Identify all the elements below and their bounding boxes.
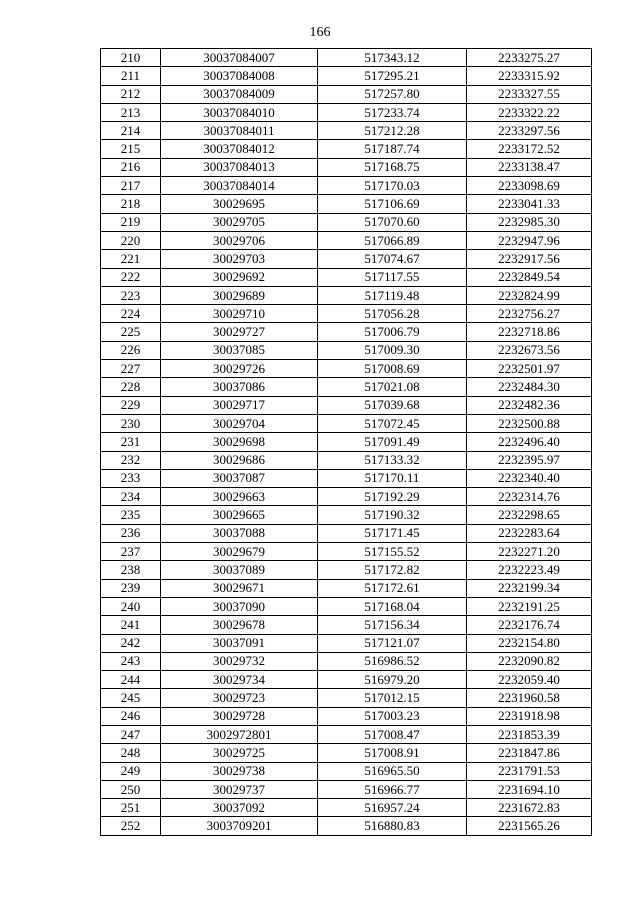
row-index-cell: 244: [101, 671, 161, 689]
row-index-cell: 227: [101, 360, 161, 378]
row-index-cell: 221: [101, 250, 161, 268]
y-coordinate-cell: 2232500.88: [467, 414, 592, 432]
y-coordinate-cell: 2233315.92: [467, 67, 592, 85]
point-id-cell: 3002972801: [161, 725, 318, 743]
row-index-cell: 230: [101, 414, 161, 432]
row-index-cell: 236: [101, 524, 161, 542]
point-id-cell: 30029728: [161, 707, 318, 725]
table-row: [101, 597, 592, 615]
row-index-cell: 232: [101, 451, 161, 469]
y-coordinate-cell: 2231565.26: [467, 817, 592, 835]
row-index-cell: 250: [101, 780, 161, 798]
point-id-cell: 30029723: [161, 689, 318, 707]
point-id-cell: 30037088: [161, 524, 318, 542]
point-id-cell: 30037091: [161, 634, 318, 652]
x-coordinate-cell: 517257.80: [318, 85, 467, 103]
row-index-cell: 225: [101, 323, 161, 341]
row-index-cell: 248: [101, 744, 161, 762]
row-index-cell: 247: [101, 725, 161, 743]
row-index-cell: 224: [101, 305, 161, 323]
x-coordinate-cell: 517233.74: [318, 103, 467, 121]
x-coordinate-cell: 517070.60: [318, 213, 467, 231]
y-coordinate-cell: 2232718.86: [467, 323, 592, 341]
table-row: [101, 396, 592, 414]
row-index-cell: 238: [101, 561, 161, 579]
x-coordinate-cell: 517117.55: [318, 268, 467, 286]
table-row: [101, 67, 592, 85]
x-coordinate-cell: 516966.77: [318, 780, 467, 798]
x-coordinate-cell: 517008.47: [318, 725, 467, 743]
x-coordinate-cell: 517168.75: [318, 158, 467, 176]
x-coordinate-cell: 517343.12: [318, 49, 467, 67]
y-coordinate-cell: 2232191.25: [467, 597, 592, 615]
x-coordinate-cell: 517008.69: [318, 360, 467, 378]
table-row: [101, 341, 592, 359]
row-index-cell: 243: [101, 652, 161, 670]
y-coordinate-cell: 2233275.27: [467, 49, 592, 67]
row-index-cell: 245: [101, 689, 161, 707]
table-row: [101, 451, 592, 469]
point-id-cell: 30029686: [161, 451, 318, 469]
x-coordinate-cell: 517091.49: [318, 433, 467, 451]
y-coordinate-cell: 2232824.99: [467, 286, 592, 304]
table-row: [101, 195, 592, 213]
y-coordinate-cell: 2231847.86: [467, 744, 592, 762]
point-id-cell: 30037084013: [161, 158, 318, 176]
y-coordinate-cell: 2232223.49: [467, 561, 592, 579]
point-id-cell: 30029678: [161, 616, 318, 634]
row-index-cell: 223: [101, 286, 161, 304]
x-coordinate-cell: 517066.89: [318, 231, 467, 249]
row-index-cell: 215: [101, 140, 161, 158]
y-coordinate-cell: 2233327.55: [467, 85, 592, 103]
row-index-cell: 233: [101, 469, 161, 487]
y-coordinate-cell: 2233172.52: [467, 140, 592, 158]
row-index-cell: 242: [101, 634, 161, 652]
table-row: [101, 268, 592, 286]
x-coordinate-cell: 517172.61: [318, 579, 467, 597]
row-index-cell: 239: [101, 579, 161, 597]
point-id-cell: 30029663: [161, 488, 318, 506]
row-index-cell: 218: [101, 195, 161, 213]
y-coordinate-cell: 2232199.34: [467, 579, 592, 597]
table-row: [101, 634, 592, 652]
point-id-cell: 30029705: [161, 213, 318, 231]
table-row: [101, 414, 592, 432]
x-coordinate-cell: 517119.48: [318, 286, 467, 304]
point-id-cell: 30037087: [161, 469, 318, 487]
point-id-cell: 30029727: [161, 323, 318, 341]
table-row: [101, 231, 592, 249]
x-coordinate-cell: 517106.69: [318, 195, 467, 213]
row-index-cell: 219: [101, 213, 161, 231]
row-index-cell: 222: [101, 268, 161, 286]
row-index-cell: 216: [101, 158, 161, 176]
y-coordinate-cell: 2232298.65: [467, 506, 592, 524]
x-coordinate-cell: 517056.28: [318, 305, 467, 323]
point-id-cell: 30037084011: [161, 122, 318, 140]
table-row: [101, 524, 592, 542]
table-row: [101, 469, 592, 487]
table-row: [101, 543, 592, 561]
table-row: [101, 433, 592, 451]
point-id-cell: 30037084012: [161, 140, 318, 158]
point-id-cell: 3003709201: [161, 817, 318, 835]
table-row: [101, 579, 592, 597]
table-row: [101, 140, 592, 158]
point-id-cell: 30029689: [161, 286, 318, 304]
y-coordinate-cell: 2231791.53: [467, 762, 592, 780]
point-id-cell: 30029717: [161, 396, 318, 414]
y-coordinate-cell: 2233041.33: [467, 195, 592, 213]
point-id-cell: 30037086: [161, 378, 318, 396]
x-coordinate-cell: 517170.11: [318, 469, 467, 487]
y-coordinate-cell: 2232482.36: [467, 396, 592, 414]
point-id-cell: 30029710: [161, 305, 318, 323]
row-index-cell: 226: [101, 341, 161, 359]
row-index-cell: 237: [101, 543, 161, 561]
row-index-cell: 252: [101, 817, 161, 835]
y-coordinate-cell: 2231853.39: [467, 725, 592, 743]
table-row: [101, 213, 592, 231]
x-coordinate-cell: 517008.91: [318, 744, 467, 762]
x-coordinate-cell: 516957.24: [318, 799, 467, 817]
x-coordinate-cell: 517155.52: [318, 543, 467, 561]
row-index-cell: 231: [101, 433, 161, 451]
coordinates-table-body: [101, 49, 592, 836]
y-coordinate-cell: 2232673.56: [467, 341, 592, 359]
y-coordinate-cell: 2232154.80: [467, 634, 592, 652]
y-coordinate-cell: 2232090.82: [467, 652, 592, 670]
x-coordinate-cell: 517170.03: [318, 177, 467, 195]
row-index-cell: 220: [101, 231, 161, 249]
row-index-cell: 229: [101, 396, 161, 414]
x-coordinate-cell: 517192.29: [318, 488, 467, 506]
table-row: [101, 725, 592, 743]
point-id-cell: 30037084014: [161, 177, 318, 195]
row-index-cell: 241: [101, 616, 161, 634]
y-coordinate-cell: 2232756.27: [467, 305, 592, 323]
x-coordinate-cell: 517006.79: [318, 323, 467, 341]
point-id-cell: 30029734: [161, 671, 318, 689]
point-id-cell: 30037089: [161, 561, 318, 579]
y-coordinate-cell: 2232340.40: [467, 469, 592, 487]
x-coordinate-cell: 517295.21: [318, 67, 467, 85]
x-coordinate-cell: 517187.74: [318, 140, 467, 158]
point-id-cell: 30029703: [161, 250, 318, 268]
table-row: [101, 286, 592, 304]
y-coordinate-cell: 2231672.83: [467, 799, 592, 817]
row-index-cell: 246: [101, 707, 161, 725]
y-coordinate-cell: 2232947.96: [467, 231, 592, 249]
table-row: [101, 652, 592, 670]
table-row: [101, 506, 592, 524]
row-index-cell: 211: [101, 67, 161, 85]
point-id-cell: 30037084009: [161, 85, 318, 103]
y-coordinate-cell: 2231918.98: [467, 707, 592, 725]
y-coordinate-cell: 2233322.22: [467, 103, 592, 121]
x-coordinate-cell: 517156.34: [318, 616, 467, 634]
table-row: [101, 158, 592, 176]
point-id-cell: 30029737: [161, 780, 318, 798]
coordinates-table: [100, 48, 592, 836]
point-id-cell: 30037085: [161, 341, 318, 359]
x-coordinate-cell: 517171.45: [318, 524, 467, 542]
table-row: [101, 707, 592, 725]
table-row: [101, 780, 592, 798]
y-coordinate-cell: 2232484.30: [467, 378, 592, 396]
y-coordinate-cell: 2233098.69: [467, 177, 592, 195]
point-id-cell: 30029706: [161, 231, 318, 249]
point-id-cell: 30029692: [161, 268, 318, 286]
table-row: [101, 616, 592, 634]
x-coordinate-cell: 517190.32: [318, 506, 467, 524]
x-coordinate-cell: 517021.08: [318, 378, 467, 396]
table-row: [101, 762, 592, 780]
table-row: [101, 671, 592, 689]
point-id-cell: 30029698: [161, 433, 318, 451]
point-id-cell: 30029738: [161, 762, 318, 780]
y-coordinate-cell: 2231694.10: [467, 780, 592, 798]
x-coordinate-cell: 517172.82: [318, 561, 467, 579]
x-coordinate-cell: 516979.20: [318, 671, 467, 689]
y-coordinate-cell: 2233297.56: [467, 122, 592, 140]
table-row: [101, 799, 592, 817]
row-index-cell: 214: [101, 122, 161, 140]
x-coordinate-cell: 517168.04: [318, 597, 467, 615]
point-id-cell: 30029725: [161, 744, 318, 762]
y-coordinate-cell: 2231960.58: [467, 689, 592, 707]
point-id-cell: 30029726: [161, 360, 318, 378]
row-index-cell: 251: [101, 799, 161, 817]
table-row: [101, 488, 592, 506]
row-index-cell: 234: [101, 488, 161, 506]
y-coordinate-cell: 2232917.56: [467, 250, 592, 268]
x-coordinate-cell: 517072.45: [318, 414, 467, 432]
y-coordinate-cell: 2232395.97: [467, 451, 592, 469]
row-index-cell: 210: [101, 49, 161, 67]
table-row: [101, 49, 592, 67]
table-row: [101, 323, 592, 341]
row-index-cell: 228: [101, 378, 161, 396]
table-row: [101, 305, 592, 323]
x-coordinate-cell: 517003.23: [318, 707, 467, 725]
row-index-cell: 213: [101, 103, 161, 121]
table-row: [101, 817, 592, 835]
y-coordinate-cell: 2232501.97: [467, 360, 592, 378]
x-coordinate-cell: 517121.07: [318, 634, 467, 652]
x-coordinate-cell: 517012.15: [318, 689, 467, 707]
point-id-cell: 30029679: [161, 543, 318, 561]
table-row: [101, 122, 592, 140]
table-row: [101, 177, 592, 195]
y-coordinate-cell: 2232849.54: [467, 268, 592, 286]
table-row: [101, 744, 592, 762]
point-id-cell: 30029732: [161, 652, 318, 670]
y-coordinate-cell: 2232314.76: [467, 488, 592, 506]
point-id-cell: 30029665: [161, 506, 318, 524]
y-coordinate-cell: 2232496.40: [467, 433, 592, 451]
y-coordinate-cell: 2232283.64: [467, 524, 592, 542]
page-number: 166: [309, 25, 331, 40]
point-id-cell: 30029695: [161, 195, 318, 213]
x-coordinate-cell: 516986.52: [318, 652, 467, 670]
table-row: [101, 85, 592, 103]
table-row: [101, 103, 592, 121]
table-row: [101, 360, 592, 378]
x-coordinate-cell: 516965.50: [318, 762, 467, 780]
table-row: [101, 561, 592, 579]
point-id-cell: 30029671: [161, 579, 318, 597]
table-row: [101, 378, 592, 396]
x-coordinate-cell: 517009.30: [318, 341, 467, 359]
x-coordinate-cell: 517212.28: [318, 122, 467, 140]
table-row: [101, 250, 592, 268]
row-index-cell: 249: [101, 762, 161, 780]
y-coordinate-cell: 2232271.20: [467, 543, 592, 561]
x-coordinate-cell: 517133.32: [318, 451, 467, 469]
x-coordinate-cell: 516880.83: [318, 817, 467, 835]
row-index-cell: 235: [101, 506, 161, 524]
point-id-cell: 30029704: [161, 414, 318, 432]
x-coordinate-cell: 517074.67: [318, 250, 467, 268]
y-coordinate-cell: 2233138.47: [467, 158, 592, 176]
row-index-cell: 217: [101, 177, 161, 195]
row-index-cell: 240: [101, 597, 161, 615]
point-id-cell: 30037090: [161, 597, 318, 615]
point-id-cell: 30037084007: [161, 49, 318, 67]
table-row: [101, 689, 592, 707]
y-coordinate-cell: 2232059.40: [467, 671, 592, 689]
point-id-cell: 30037084010: [161, 103, 318, 121]
point-id-cell: 30037084008: [161, 67, 318, 85]
x-coordinate-cell: 517039.68: [318, 396, 467, 414]
y-coordinate-cell: 2232985.30: [467, 213, 592, 231]
point-id-cell: 30037092: [161, 799, 318, 817]
row-index-cell: 212: [101, 85, 161, 103]
y-coordinate-cell: 2232176.74: [467, 616, 592, 634]
